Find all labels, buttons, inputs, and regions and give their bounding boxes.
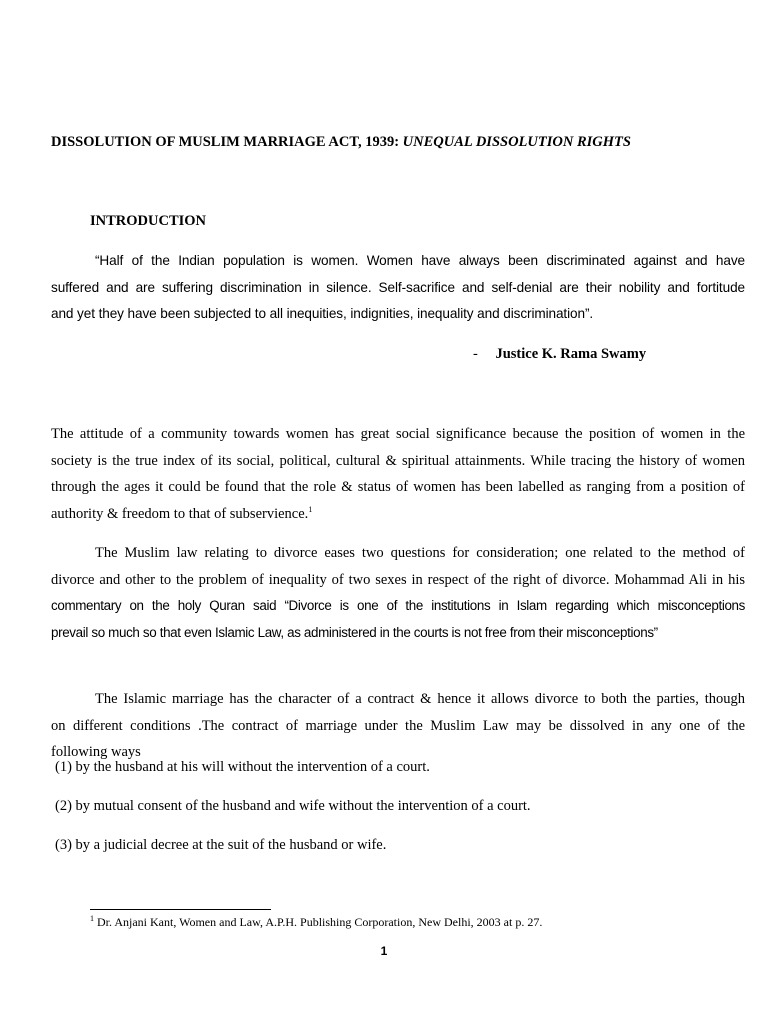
paragraph-line: through the ages it could be found that the role & status of women has been labelled as ranging from a position of xyxy=(51,479,745,495)
opening-quote xyxy=(51,248,745,328)
paragraph-line: authority & freedom to that of subservience. xyxy=(51,505,309,522)
title-italic: UNEQUAL DISSOLUTION RIGHTS xyxy=(402,134,631,150)
section-heading-introduction: INTRODUCTION xyxy=(90,213,207,229)
footnote-text: Dr. Anjani Kant, Women and Law, A.P.H. Publishing Corporation, New Delhi, 2003 at p. 27. xyxy=(94,915,543,929)
paragraph-line: divorce and other to the problem of inequality of two sexes in respect of the right of divorce. Mohammad Ali in his xyxy=(51,571,745,588)
paragraph-line: The attitude of a community towards women has great social significance because the position of women in the xyxy=(51,426,745,442)
quote-line: and yet they have been subjected to all inequities, indignities, inequality and discrimination”. xyxy=(51,306,594,321)
document-title xyxy=(51,132,731,152)
attribution-name: Justice K. Rama Swamy xyxy=(495,346,647,362)
footnote-reference[interactable]: 1 xyxy=(308,504,313,514)
paragraph-line: The Muslim law relating to divorce eases two questions for consideration; one related to the method of xyxy=(95,545,745,561)
paragraph-line: society is the true index of its social, political, cultural & spiritual attainments. While tracing the history of women xyxy=(51,452,745,469)
paragraph-line: following ways xyxy=(51,744,141,760)
paragraph-line: commentary on the holy Quran said “Divorce is one of the institutions in Islam regarding which misconceptions xyxy=(51,598,745,613)
title-main: DISSOLUTION OF MUSLIM MARRIAGE ACT, 1939: xyxy=(51,134,403,150)
paragraph-islamic-marriage xyxy=(51,686,745,766)
quote-line: suffered and are suffering discrimination in silence. Self-sacrifice and self-denial are their nobility and fortitude xyxy=(51,279,745,295)
footnote-divider xyxy=(90,909,271,910)
list-item: (1) by the husband at his will without the intervention of a court. xyxy=(55,759,430,775)
attribution-dash: - xyxy=(473,346,478,362)
paragraph-line: on different conditions .The contract of marriage under the Muslim Law may be dissolved in any one of the xyxy=(51,717,745,734)
footnote-marker: 1 xyxy=(90,914,94,923)
paragraph-line: The Islamic marriage has the character of a contract & hence it allows divorce to both the parties, though xyxy=(95,691,745,707)
paragraph-line: prevail so much so that even Islamic Law, as administered in the courts is not free from their misconceptions” xyxy=(51,624,658,640)
page-number: 1 xyxy=(380,944,388,958)
list-item: (3) by a judicial decree at the suit of the husband or wife. xyxy=(55,837,387,853)
quote-attribution xyxy=(473,344,646,364)
paragraph-attitude xyxy=(51,421,745,527)
list-item: (2) by mutual consent of the husband and wife without the intervention of a court. xyxy=(55,798,531,814)
footnote xyxy=(90,914,542,930)
paragraph-muslim-law xyxy=(51,540,745,646)
quote-line: “Half of the Indian population is women. Women have always been discriminated against and have xyxy=(95,253,745,268)
paragraph-line-with-footnote xyxy=(51,501,745,528)
